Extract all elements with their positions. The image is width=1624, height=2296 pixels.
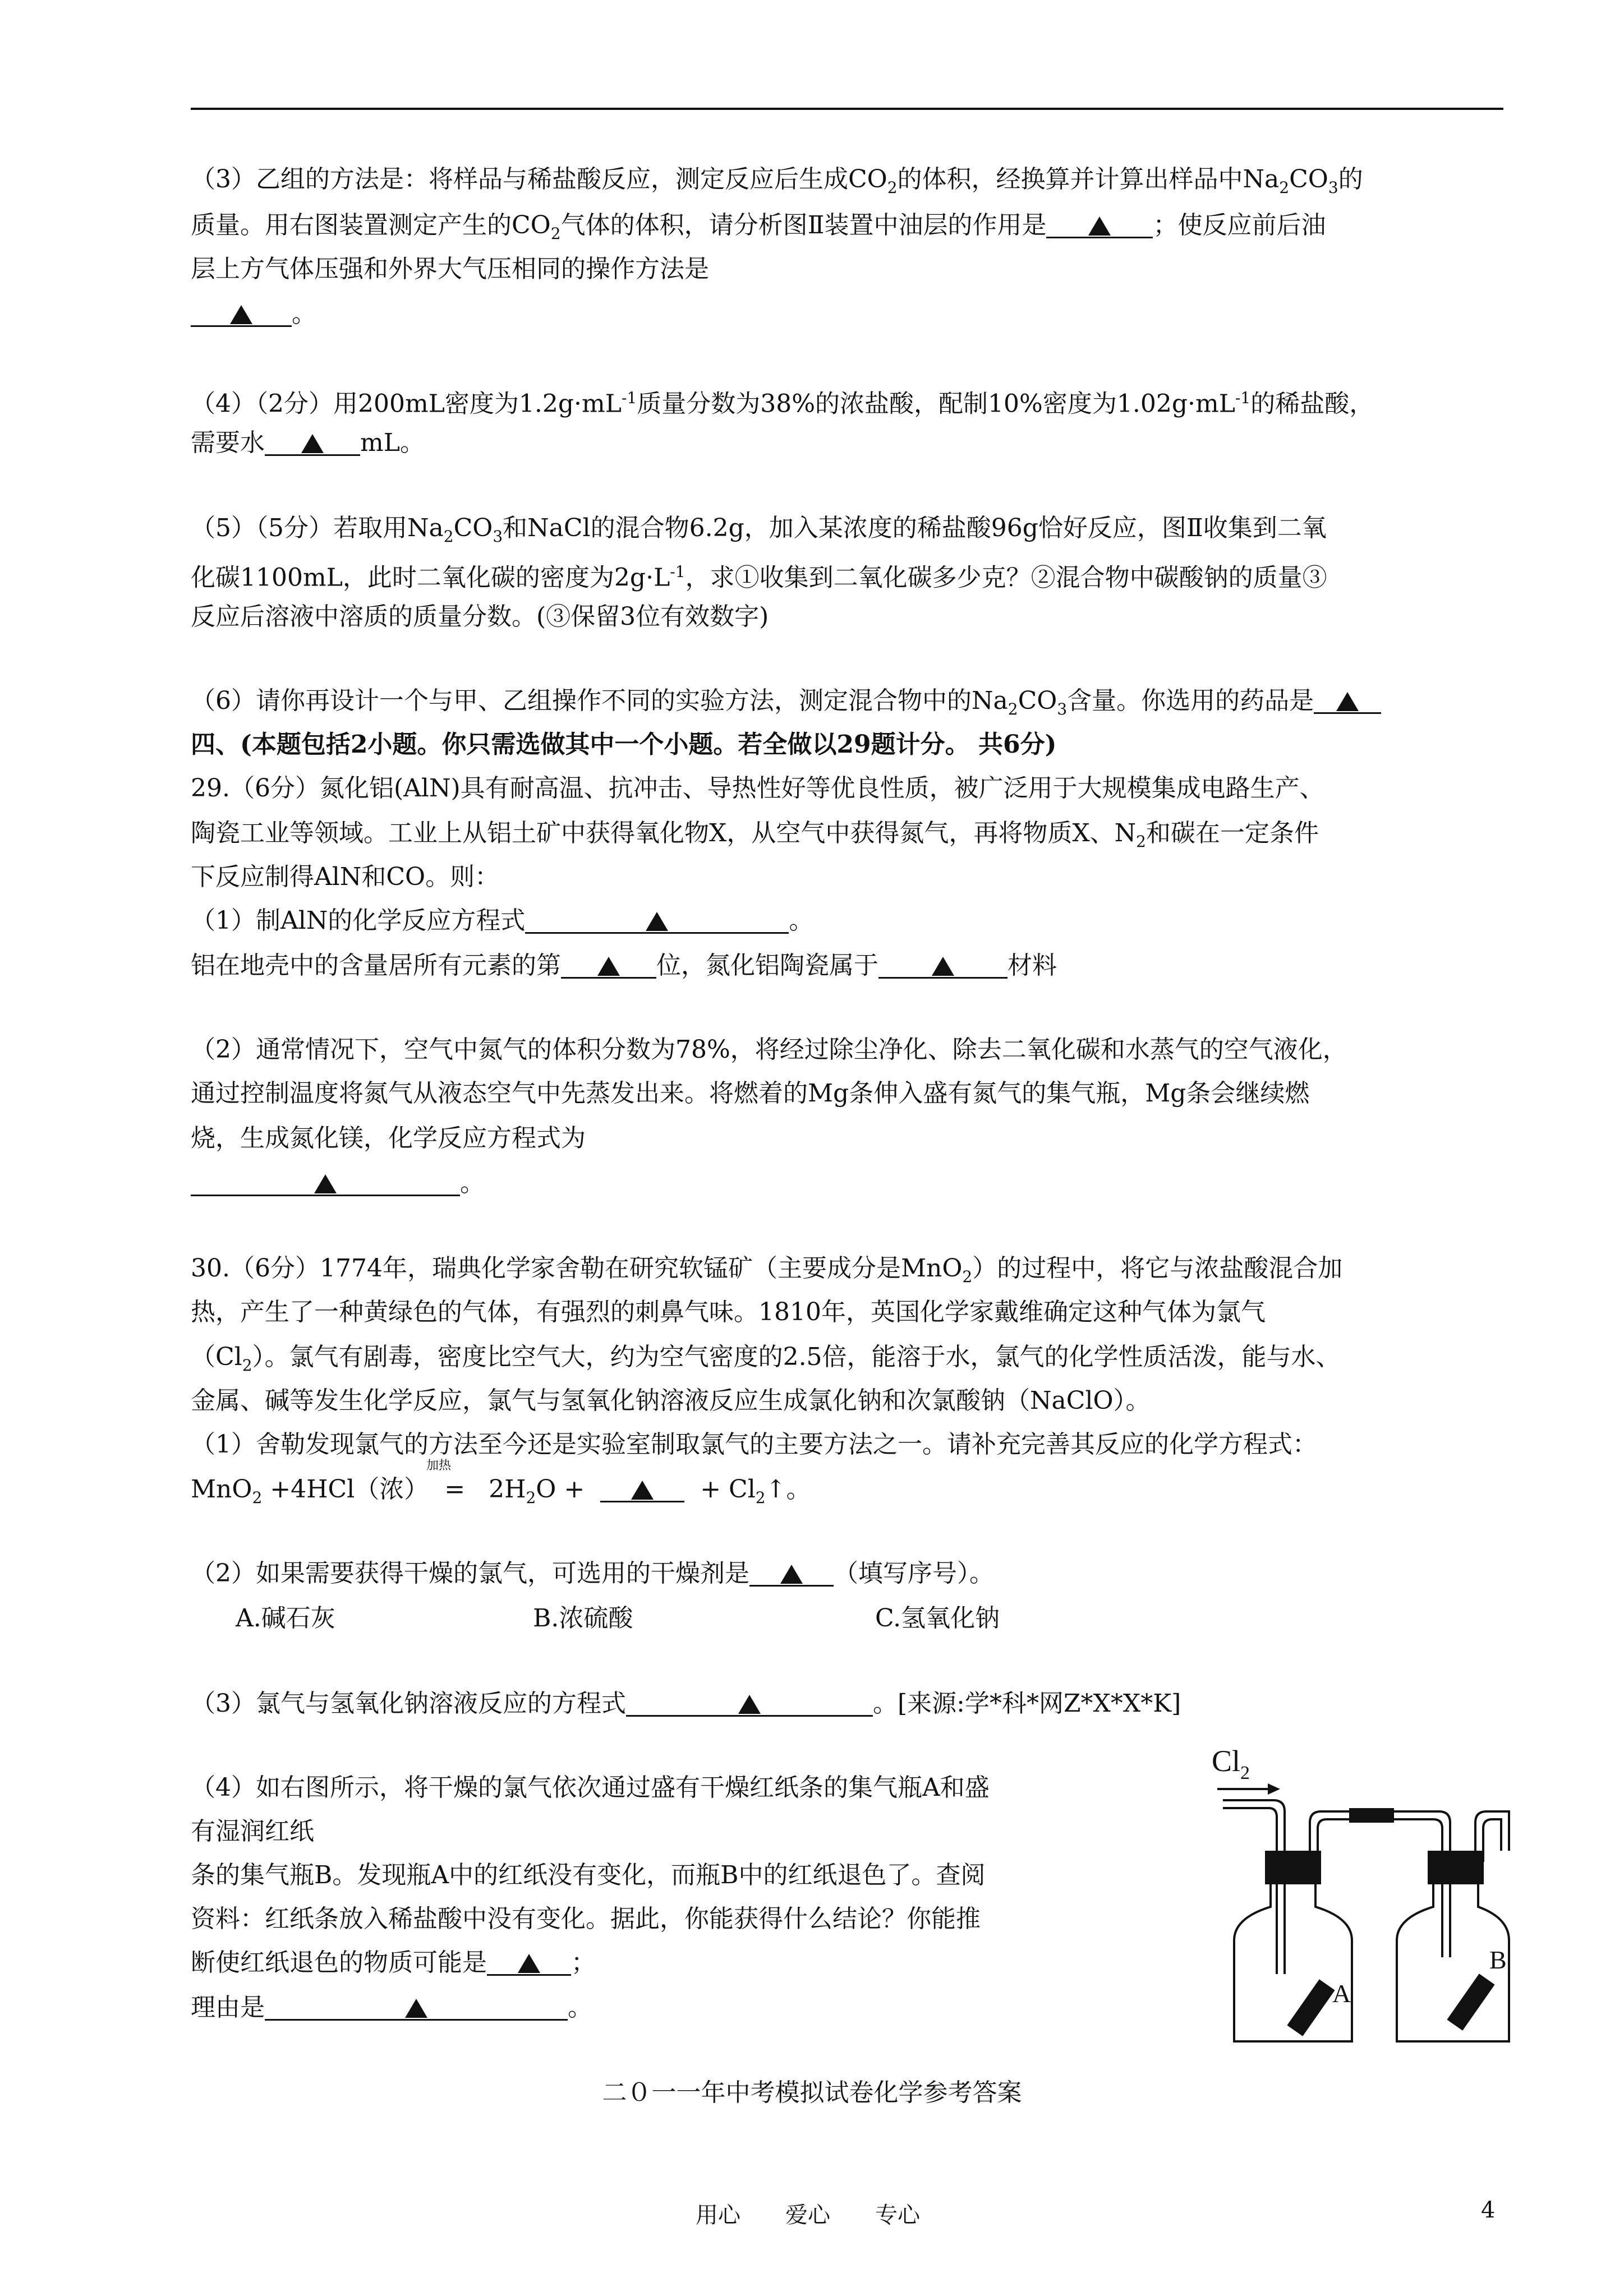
heating-label: 加热 <box>426 1459 452 1473</box>
option-a: A.碱石灰 <box>236 1604 335 1633</box>
option-c: C.氢氧化钠 <box>875 1604 1000 1633</box>
arrow-head-icon <box>1268 1783 1280 1795</box>
triangle-icon <box>646 912 668 931</box>
q29-line6: （2）通常情况下，空气中氮气的体积分数为78%，将经过除尘净化、除去二氧化碳和水蒸气的空气液化， <box>191 1035 1347 1064</box>
triangle-icon <box>518 1954 540 1973</box>
q28-p3-line2: 质量。用右图装置测定产生的$CO_2$气体的体积，请分析图Ⅱ装置中油层的作用是 ；使反应前后油 <box>191 209 1326 251</box>
q29-line2: 陶瓷工业等领域。工业上从铝土矿中获得氧化物X，从空气中获得氮气，再将物质X、$N_2$和碳在一定条件 <box>191 819 1319 851</box>
page-number: 4 <box>1481 2197 1496 2223</box>
header-rule <box>191 108 1503 110</box>
q30-line2: 热，产生了一种黄绿色的气体，有强烈的刺鼻气味。1810年，英国化学家戴维确定这种气体为氯气 <box>191 1298 1266 1326</box>
q30-p4-line5: 断使红纸退色的物质可能是 ； <box>191 1946 596 1980</box>
answer-blank[interactable] <box>265 426 360 456</box>
q28-p6-line1: （6）请你再设计一个与甲、乙组操作不同的实验方法，测定混合物中的$Na_2CO_3$含量。你选用的药品是 <box>191 684 1381 726</box>
q30-line5: （1）舍勒发现氯气的方法至今还是实验室制取氯气的主要方法之一。请补充完善其反应的化学方程式： <box>191 1430 1317 1459</box>
triangle-icon <box>1336 692 1359 711</box>
answer-blank[interactable] <box>878 949 1007 979</box>
answer-blank[interactable] <box>600 1473 684 1502</box>
answer-blank[interactable] <box>265 1991 568 2021</box>
answer-blank[interactable] <box>749 1557 834 1587</box>
triangle-icon <box>230 305 252 324</box>
answer-blank[interactable] <box>626 1687 873 1717</box>
q29-line9: 。 <box>191 1167 485 1200</box>
triangle-icon <box>314 1174 337 1193</box>
triangle-icon <box>780 1565 803 1584</box>
stopper-a <box>1265 1851 1321 1884</box>
q30-equation: MnO$_2$ +4HCl（浓） = $2H_2O$ + + $Cl_2↑$。 <box>191 1473 811 1515</box>
q29-line7: 通过控制温度将氮气从液态空气中先蒸发出来。将燃着的Mg条伸入盛有氮气的集气瓶，Mg条会继续燃 <box>191 1079 1310 1108</box>
q30-line3: $(Cl_2)$。氯气有剧毒，密度比空气大，约为空气密度的2.5倍，能溶于水，氯气的化学性质活泼，能与水、 <box>191 1343 1341 1375</box>
triangle-icon <box>405 1999 427 2018</box>
q30-p2-line: （2）如果需要获得干燥的氯气，可选用的干燥剂是 （填写序号）。 <box>191 1557 994 1590</box>
footer-slogan: 用心 爱心 专心 <box>696 2202 920 2228</box>
answer-blank[interactable] <box>561 949 656 979</box>
q29-line1: 29.（6分）氮化铝(AlN)具有耐高温、抗冲击、导热性好等优良性质，被广泛用于大规模集成电路生产、 <box>191 774 1324 803</box>
q29-line5: 铝在地壳中的含量居所有元素的第 位，氮化铝陶瓷属于 材料 <box>191 949 1057 983</box>
q30-p4-line4: 资料：红纸条放入稀盐酸中没有变化。据此，你能获得什么结论？你能推 <box>191 1905 981 1933</box>
q30-line1: 30.（6分）1774年，瑞典化学家舍勒在研究软锰矿（主要成分是MnO$_2$）的过程中，将它与浓盐酸混合加 <box>191 1254 1343 1286</box>
label-a: A <box>1332 1979 1351 2008</box>
q28-p5-line3: 反应后溶液中溶质的质量分数。(③保留3位有效数字) <box>191 602 769 631</box>
answer-blank[interactable] <box>191 1167 460 1196</box>
triangle-icon <box>631 1481 654 1500</box>
q28-p5-line2: 化碳1100mL，此时二氧化碳的密度为$2g\cdot L^{-1}$，求①收集到二氧化碳多少克？②混合物中碳酸钠的质量③ <box>191 563 1327 592</box>
q29-line8: 烧，生成氮化镁，化学反应方程式为 <box>191 1124 586 1152</box>
answer-blank[interactable] <box>191 297 292 327</box>
paper-strip-b <box>1447 1974 1494 2030</box>
triangle-icon <box>1088 216 1111 236</box>
answer-blank[interactable] <box>487 1946 571 1976</box>
q28-p4-line2: 需要水 mL。 <box>191 426 425 460</box>
q30-options <box>191 1602 1000 1635</box>
answer-blank[interactable] <box>525 904 789 934</box>
answers-title: 二０一一年中考模拟试卷化学参考答案 <box>602 2078 1022 2107</box>
triangle-icon <box>932 957 954 976</box>
q30-p4-line1: （4）如右图所示，将干燥的氯气依次通过盛有干燥红纸条的集气瓶A和盛 <box>191 1773 990 1802</box>
triangle-icon <box>301 434 324 453</box>
section-heading: 四、(本题包括2小题。你只需选做其中一个小题。若全做以29题计分。 共6分) <box>191 730 1057 759</box>
option-b: B.浓硫酸 <box>533 1604 633 1633</box>
q28-p3-line3: 层上方气体压强和外界大气压相同的操作方法是 <box>191 255 709 283</box>
q30-p4-line3: 条的集气瓶B。发现瓶A中的红纸没有变化，而瓶B中的红纸退色了。查阅 <box>191 1861 986 1889</box>
triangle-icon <box>738 1695 761 1714</box>
q28-p4-line1: （4）（2分）用200mL密度为$1.2g\cdot mL^{-1}$质量分数为38%的浓盐酸，配制10%密度为$1.02g\cdot mL^{-1}$的稀盐酸， <box>191 389 1374 418</box>
gas-bottles-diagram <box>1206 1739 1520 2053</box>
q30-line4: 金属、碱等发生化学反应，氯气与氢氧化钠溶液反应生成氯化钠和次氯酸钠（NaClO）。 <box>191 1386 1151 1415</box>
q30-p4-line6: 理由是 。 <box>191 1991 592 2025</box>
q30-p3-line: （3）氯气与氢氧化钠溶液反应的方程式 。[来源:学*科*网Z*X*X*K] <box>191 1687 1181 1721</box>
triangle-icon <box>597 957 620 976</box>
answer-blank[interactable] <box>1314 684 1381 714</box>
gas-bottles-figure <box>1206 1739 1520 2053</box>
label-b: B <box>1489 1945 1507 1974</box>
stopper-b <box>1428 1851 1484 1884</box>
q29-line4: （1）制AlN的化学反应方程式 。 <box>191 904 813 938</box>
cl2-label: $Cl_2$ <box>1212 1744 1250 1783</box>
q28-p5-line1: （5）（5分）若取用$Na_2CO_3$和NaCl的混合物6.2g，加入某浓度的稀盐酸96g恰好反应，图Ⅱ收集到二氧 <box>191 514 1327 546</box>
rubber-connector <box>1349 1808 1394 1823</box>
q28-p3-line4: 。 <box>191 297 316 331</box>
q28-p3-line1: （3）乙组的方法是：将样品与稀盐酸反应，测定反应后生成$CO_2$的体积，经换算并计算出样品中$Na_2CO_3$的 <box>191 165 1363 197</box>
q29-line3: 下反应制得AlN和CO。则： <box>191 863 500 891</box>
answer-blank[interactable] <box>1046 209 1153 238</box>
paper-strip-a <box>1287 1979 1335 2036</box>
q30-p4-line2: 有湿润红纸 <box>191 1817 314 1846</box>
